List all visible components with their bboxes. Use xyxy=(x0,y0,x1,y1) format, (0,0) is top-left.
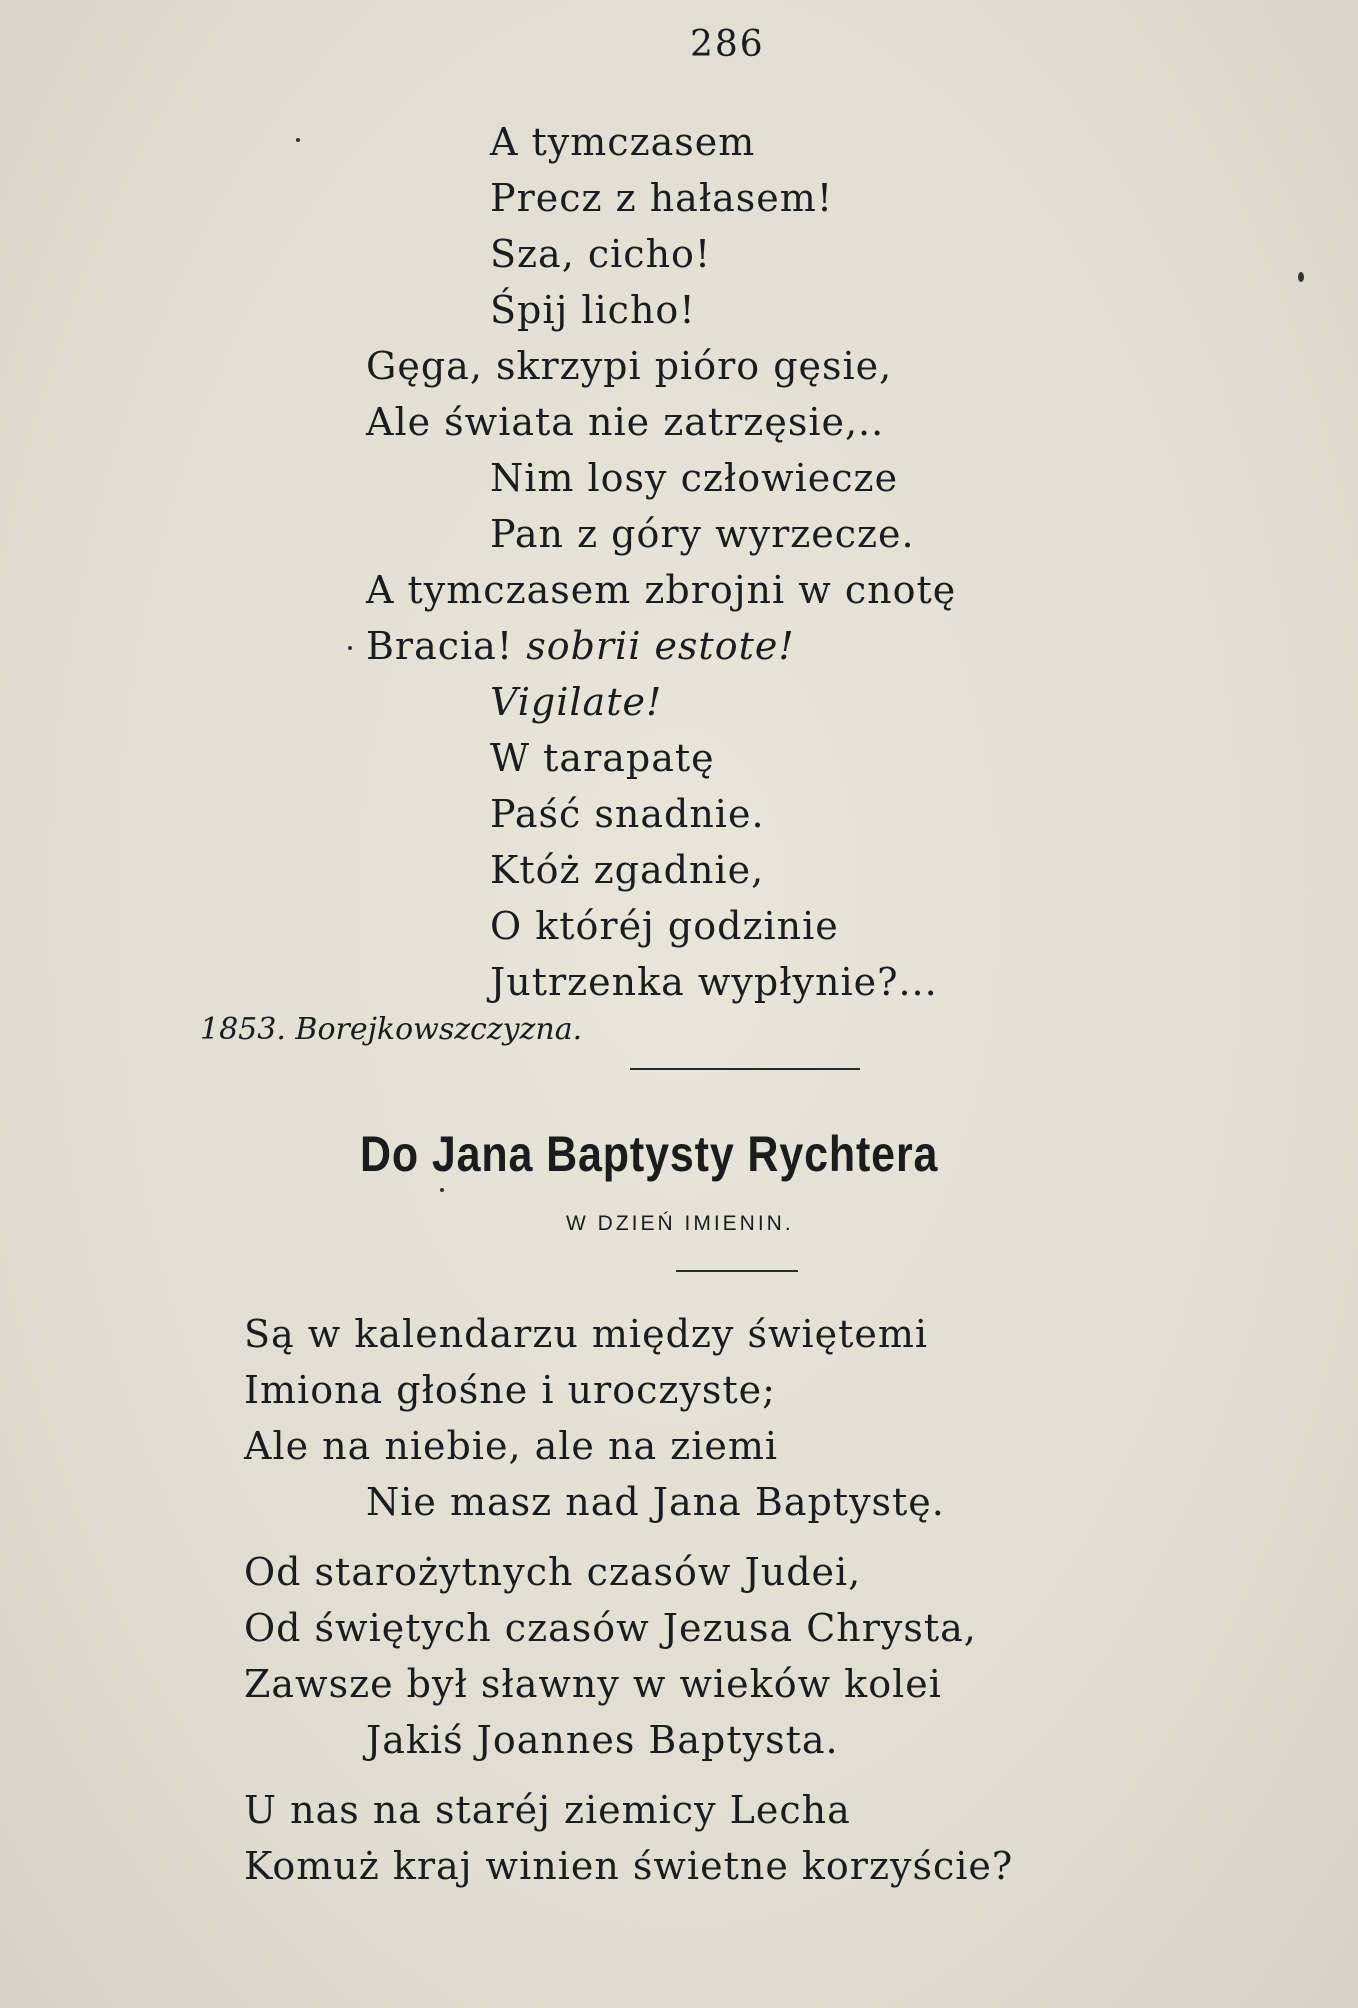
poem-subtitle: W DZIEŃ IMIENIN. xyxy=(566,1212,794,1235)
poem-line: Śpij licho! xyxy=(490,288,696,332)
poem-line: Są w kalendarzu między świętemi xyxy=(244,1312,929,1356)
poem-line: Nie masz nad Jana Baptystę. xyxy=(366,1480,945,1524)
poem-line-text: Bracia! xyxy=(366,624,527,668)
poem-line: U nas na staréj ziemicy Lecha xyxy=(244,1788,851,1832)
poem-line: A tymczasem xyxy=(490,120,756,164)
poem-line: Nim losy człowiecze xyxy=(490,456,899,500)
date-place: 1853. Borejkowszczyzna. xyxy=(200,1012,583,1047)
paper-speck xyxy=(440,1188,444,1192)
poem-line: Paść snadnie. xyxy=(490,792,765,836)
poem-line xyxy=(366,622,795,670)
poem-line: O któréj godzinie xyxy=(490,904,839,948)
page-number: 286 xyxy=(690,24,765,65)
poem-line: Od świętych czasów Jezusa Chrysta, xyxy=(244,1606,977,1650)
poem-line: Jakiś Joannes Baptysta. xyxy=(366,1718,839,1762)
poem-title: Do Jana Baptysty Rychtera xyxy=(360,1126,939,1182)
poem-line: Od starożytnych czasów Judei, xyxy=(244,1550,862,1594)
poem-line: Vigilate! xyxy=(490,680,663,724)
poem-line: Komuż kraj winien świetne korzyście? xyxy=(244,1844,1014,1888)
paper-speck xyxy=(348,646,352,650)
poem-line: W tarapatę xyxy=(490,736,715,780)
poem-line: A tymczasem zbrojni w cnotę xyxy=(366,568,957,612)
paper-speck xyxy=(1298,272,1304,282)
poem-line: Ale na niebie, ale na ziemi xyxy=(244,1424,779,1468)
poem-line: Gęga, skrzypi pióro gęsie, xyxy=(366,344,893,388)
poem-line: Pan z góry wyrzecze. xyxy=(490,512,915,556)
title-divider xyxy=(676,1270,798,1272)
poem-line: Któż zgadnie, xyxy=(490,848,765,892)
poem-line: Precz z hałasem! xyxy=(490,176,834,220)
poem-line: Imiona głośne i uroczyste; xyxy=(244,1368,776,1412)
paper-speck xyxy=(296,138,300,142)
section-divider xyxy=(630,1068,860,1070)
poem-line: Zawsze był sławny w wieków kolei xyxy=(244,1662,942,1706)
poem-line: Jutrzenka wypłynie?... xyxy=(490,960,938,1004)
latin-phrase: sobrii estote! xyxy=(526,624,795,668)
poem-line: Sza, cicho! xyxy=(490,232,712,276)
poem-line: Ale świata nie zatrzęsie,.. xyxy=(366,400,885,444)
